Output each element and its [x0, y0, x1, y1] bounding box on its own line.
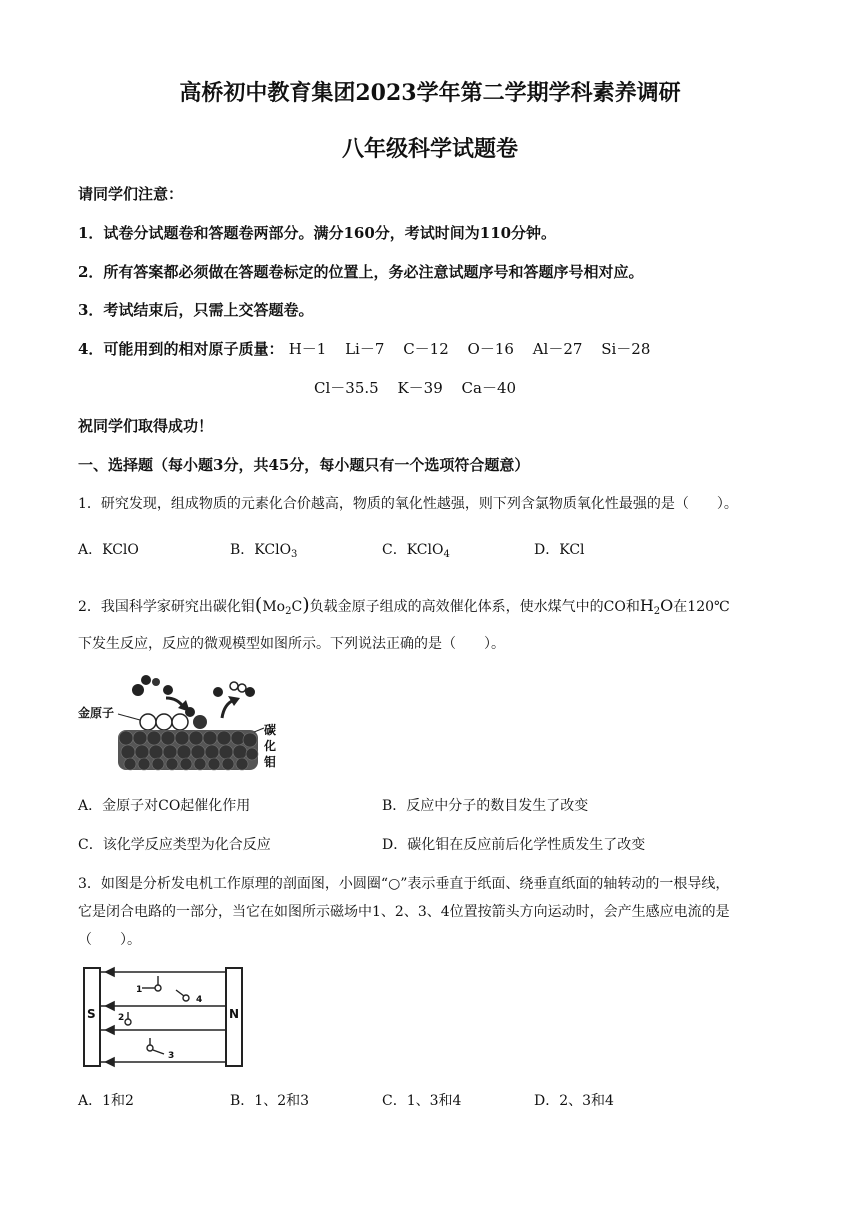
moc-label-char-1: 碳 — [264, 723, 277, 737]
mass-h: H－1 — [288, 340, 327, 358]
molecule-atom — [238, 684, 246, 692]
substrate — [118, 730, 258, 770]
question-1-text: 1．研究发现，组成物质的元素化合价越高，物质的氧化性越强，则下列含氯物质氧化性最强的是（ ）。 — [78, 496, 738, 512]
gold-atom — [172, 714, 188, 730]
question-1-option-c: C．KClO$_4$ — [382, 542, 450, 560]
moc-label-char-2: 化 — [264, 739, 277, 753]
adsorbed-atom — [193, 715, 207, 729]
mass-ca: Ca－40 — [461, 379, 517, 397]
motion-arrow-icon — [153, 1050, 164, 1054]
position-label-4: 4 — [196, 995, 203, 1005]
question-1-option-b: B．KClO$_3$ — [230, 542, 298, 560]
molecule-atom — [132, 684, 144, 696]
question-1-option-a: A．KClO — [78, 542, 139, 558]
question-2-option-c: C．该化学反应类型为化合反应 — [78, 837, 271, 853]
mass-si: Si－28 — [601, 340, 651, 358]
conductor-3 — [125, 1019, 131, 1025]
molecule-atom — [213, 687, 223, 697]
question-3-option-a: A．1和2 — [78, 1093, 134, 1109]
molecule-atom — [163, 685, 173, 695]
question-2-line-1: 2．我国科学家研究出碳化钼$(Mo_2C)$负载金原子组成的高效催化体系，使水煤气中的CO和$H_2O$在120℃ — [78, 594, 730, 617]
north-pole-label: N — [229, 1007, 240, 1021]
question-3-option-d: D．2、3和4 — [534, 1093, 614, 1109]
generator-figure — [78, 962, 250, 1070]
notice-item-1: 1．试卷分试题卷和答题卷两部分。满分160分，考试时间为110分钟。 — [78, 224, 557, 242]
position-label-3: 3 — [168, 1051, 175, 1061]
question-3-line-3: （ ）。 — [78, 932, 141, 948]
conductors — [125, 976, 189, 1054]
question-2-option-a: A．金原子对CO起催化作用 — [78, 798, 251, 814]
label-pointer — [254, 728, 264, 732]
exam-subtitle: 八年级科学试题卷 — [341, 136, 518, 162]
molecule-atom — [141, 675, 151, 685]
position-label-1: 1 — [136, 985, 143, 995]
position-label-2: 2 — [118, 1013, 125, 1023]
mass-al: Al－27 — [532, 340, 583, 358]
notice-item-4-label: 4．可能用到的相对原子质量： — [78, 340, 284, 358]
notice-wish: 祝同学们取得成功！ — [78, 417, 214, 435]
conductor-4 — [147, 1045, 153, 1051]
exam-title: 高桥初中教育集团2023学年第二学期学科素养调研 — [179, 80, 681, 106]
mass-k: K－39 — [397, 379, 443, 397]
adsorbed-atom — [185, 707, 195, 717]
question-2-line-2: 下发生反应，反应的微观模型如图所示。下列说法正确的是（ ）。 — [78, 636, 505, 652]
question-3-line-2: 它是闭合电路的一部分，当它在如图所示磁场中1、2、3、4位置按箭头方向运动时，会产生感应电流的是 — [78, 904, 730, 920]
notice-item-3: 3．考试结束后，只需上交答题卷。 — [78, 301, 314, 319]
notice-heading: 请同学们注意： — [78, 185, 184, 203]
catalyst-figure — [78, 668, 288, 776]
molecule-atom — [245, 687, 255, 697]
atomic-masses-row1 — [289, 340, 651, 358]
motion-arrow-icon — [176, 990, 184, 996]
moc-label-char-3: 钼 — [264, 755, 277, 769]
conductor-1 — [155, 985, 161, 991]
mass-c: C－12 — [403, 340, 449, 358]
atomic-masses-row2 — [314, 377, 516, 398]
mass-cl: Cl－35.5 — [314, 379, 379, 397]
gold-atom — [140, 714, 156, 730]
section-heading: 一、选择题（每小题3分，共45分，每小题只有一个选项符合题意） — [78, 456, 530, 474]
question-3-option-c: C．1、3和4 — [382, 1093, 462, 1109]
question-2-option-b: B．反应中分子的数目发生了改变 — [382, 798, 589, 814]
question-1-option-d: D．KCl — [534, 542, 585, 558]
label-pointer — [118, 714, 140, 720]
notice-item-2: 2．所有答案都必须做在答题卷标定的位置上，务必注意试题序号和答题序号相对应。 — [78, 263, 644, 281]
molecule-atom — [230, 682, 238, 690]
gold-atom-label: 金原子 — [78, 706, 115, 720]
question-2-option-d: D．碳化钼在反应前后化学性质发生了改变 — [382, 837, 646, 853]
gold-atom — [156, 714, 172, 730]
question-3-option-b: B．1、2和3 — [230, 1093, 310, 1109]
notice-item-4 — [78, 338, 650, 359]
mass-li: Li－7 — [345, 340, 385, 358]
molecule-atom — [152, 678, 160, 686]
south-pole-label: S — [87, 1007, 96, 1021]
mass-o: O－16 — [467, 340, 514, 358]
question-3-line-1: 3．如图是分析发电机工作原理的剖面图，小圆圈“○”表示垂直于纸面、绕垂直纸面的轴转动的一根导线， — [78, 876, 730, 892]
